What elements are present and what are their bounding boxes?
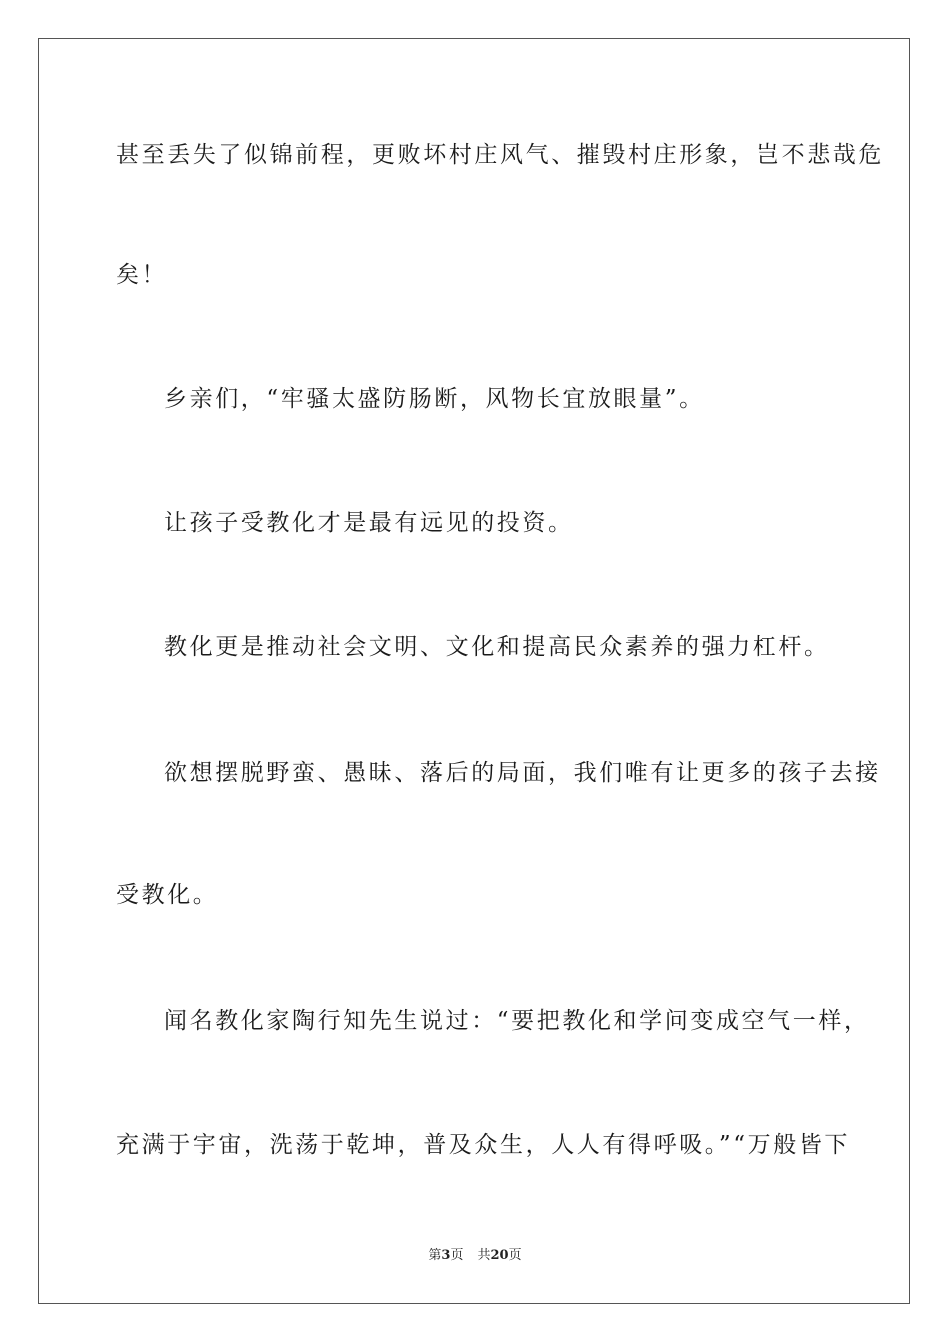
- text-line-8: 闻名教化家陶行知先生说过：“要把教化和学问变成空气一样，: [164, 1008, 870, 1034]
- text-line-6: 欲想摆脱野蛮、愚昧、落后的局面，我们唯有让更多的孩子去接: [164, 760, 881, 786]
- footer-total-suffix: 页: [508, 1248, 522, 1263]
- footer-total-prefix: 共: [477, 1248, 491, 1263]
- footer-page-total: 20: [490, 1248, 509, 1263]
- text-line-3: 乡亲们，“牢骚太盛防肠断，风物长宜放眼量”。: [164, 386, 705, 412]
- page-footer: [0, 1248, 950, 1264]
- footer-page-prefix: 第: [428, 1248, 442, 1263]
- text-line-1: 甚至丢失了似锦前程，更败坏村庄风气、摧毁村庄形象，岂不悲哉危: [116, 142, 884, 168]
- footer-page-current: 3: [441, 1248, 451, 1263]
- text-line-7: 受教化。: [116, 882, 219, 908]
- footer-page-suffix: 页: [450, 1248, 464, 1263]
- text-line-2: 矣！: [116, 262, 168, 288]
- text-line-4: 让孩子受教化才是最有远见的投资。: [164, 510, 574, 536]
- text-line-5: 教化更是推动社会文明、文化和提高民众素养的强力杠杆。: [164, 634, 830, 660]
- page-border: [38, 38, 910, 1304]
- text-line-9: 充满于宇宙，洗荡于乾坤，普及众生，人人有得呼吸。”“万般皆下: [116, 1132, 851, 1158]
